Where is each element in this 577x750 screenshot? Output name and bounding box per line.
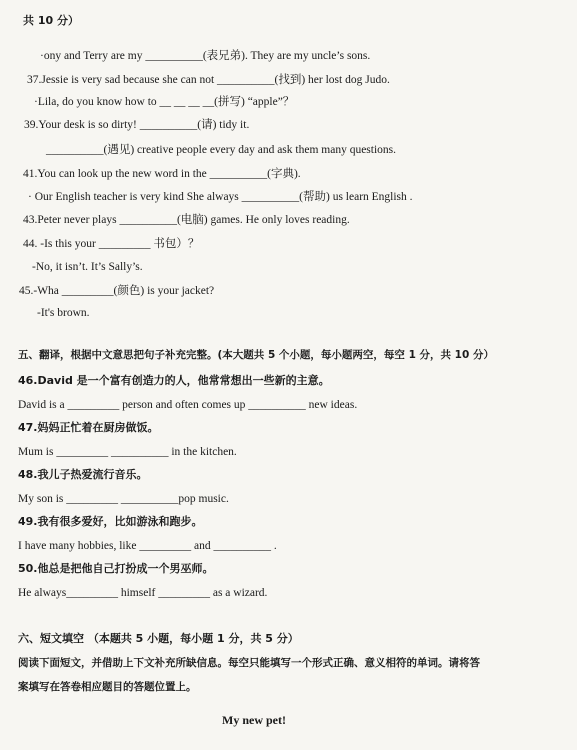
question-38: ·Lila, do you know how to __ __ __ __(拼写) “apple”？ — [34, 96, 295, 108]
question-50: He always_________ himself _________ as a wizard. — [18, 587, 268, 599]
question-48-chinese: 48.我儿子热爱流行音乐。 — [18, 468, 148, 481]
question-40: __________(遇见) creative people every day and ask them many questions. — [46, 144, 397, 156]
question-44-answer: -No, it isn’t. It’s Sally’s. — [32, 261, 143, 273]
question-46: David is a _________ person and often comes up __________ new ideas. — [18, 399, 358, 411]
question-37: 37.Jessie is very sad because she can not __________(找到) her lost dog Judo. — [27, 74, 390, 86]
question-44: 44. -Is this your _________ 书包）？ — [23, 238, 200, 250]
section-6-instructions: 阅读下面短文，并借助上下文补充所缺信息。每空只能填写一个形式正确、意义相符的单词。请将答 — [18, 657, 480, 669]
question-45: 45.-Wha _________(颜色) is your jacket? — [19, 285, 215, 297]
question-50-chinese: 50.他总是把他自己打扮成一个男巫师。 — [18, 562, 214, 575]
question-46-chinese: 46.David 是一个富有创造力的人，他常常想出一些新的主意。 — [18, 374, 330, 387]
question-45-answer: -It's brown. — [37, 307, 90, 319]
question-48: My son is _________ __________pop music. — [18, 493, 229, 505]
question-49: I have many hobbies, like _________ and __________ . — [18, 540, 277, 552]
question-43: 43.Peter never plays __________(电脑) games. He only loves reading. — [23, 214, 350, 226]
section-6-heading: 六、短文填空 （本题共 5 小题，每小题 1 分，共 5 分） — [18, 632, 299, 645]
question-41: 41.You can look up the new word in the __________(字典). — [23, 168, 301, 180]
section-6-instructions-cont: 案填写在答卷相应题目的答题位置上。 — [18, 681, 197, 693]
section-5-heading: 五、翻译，根据中文意思把句子补充完整。(本大题共 5 个小题，每小题两空，每空 1 分，共 10 分） — [18, 349, 494, 361]
question-47-chinese: 47.妈妈正忙着在厨房做饭。 — [18, 421, 159, 434]
passage-title: My new pet! — [222, 713, 286, 727]
question-39: 39.Your desk is so dirty! __________(请) tidy it. — [24, 119, 250, 131]
section-score-note: 共 10 分） — [23, 14, 79, 27]
question-42: · Our English teacher is very kind She always __________(帮助) us learn English . — [28, 191, 413, 203]
question-36: ·ony and Terry are my __________(表兄弟). They are my uncle’s sons. — [40, 50, 371, 62]
question-47: Mum is _________ __________ in the kitchen. — [18, 446, 237, 458]
question-49-chinese: 49.我有很多爱好，比如游泳和跑步。 — [18, 515, 203, 528]
